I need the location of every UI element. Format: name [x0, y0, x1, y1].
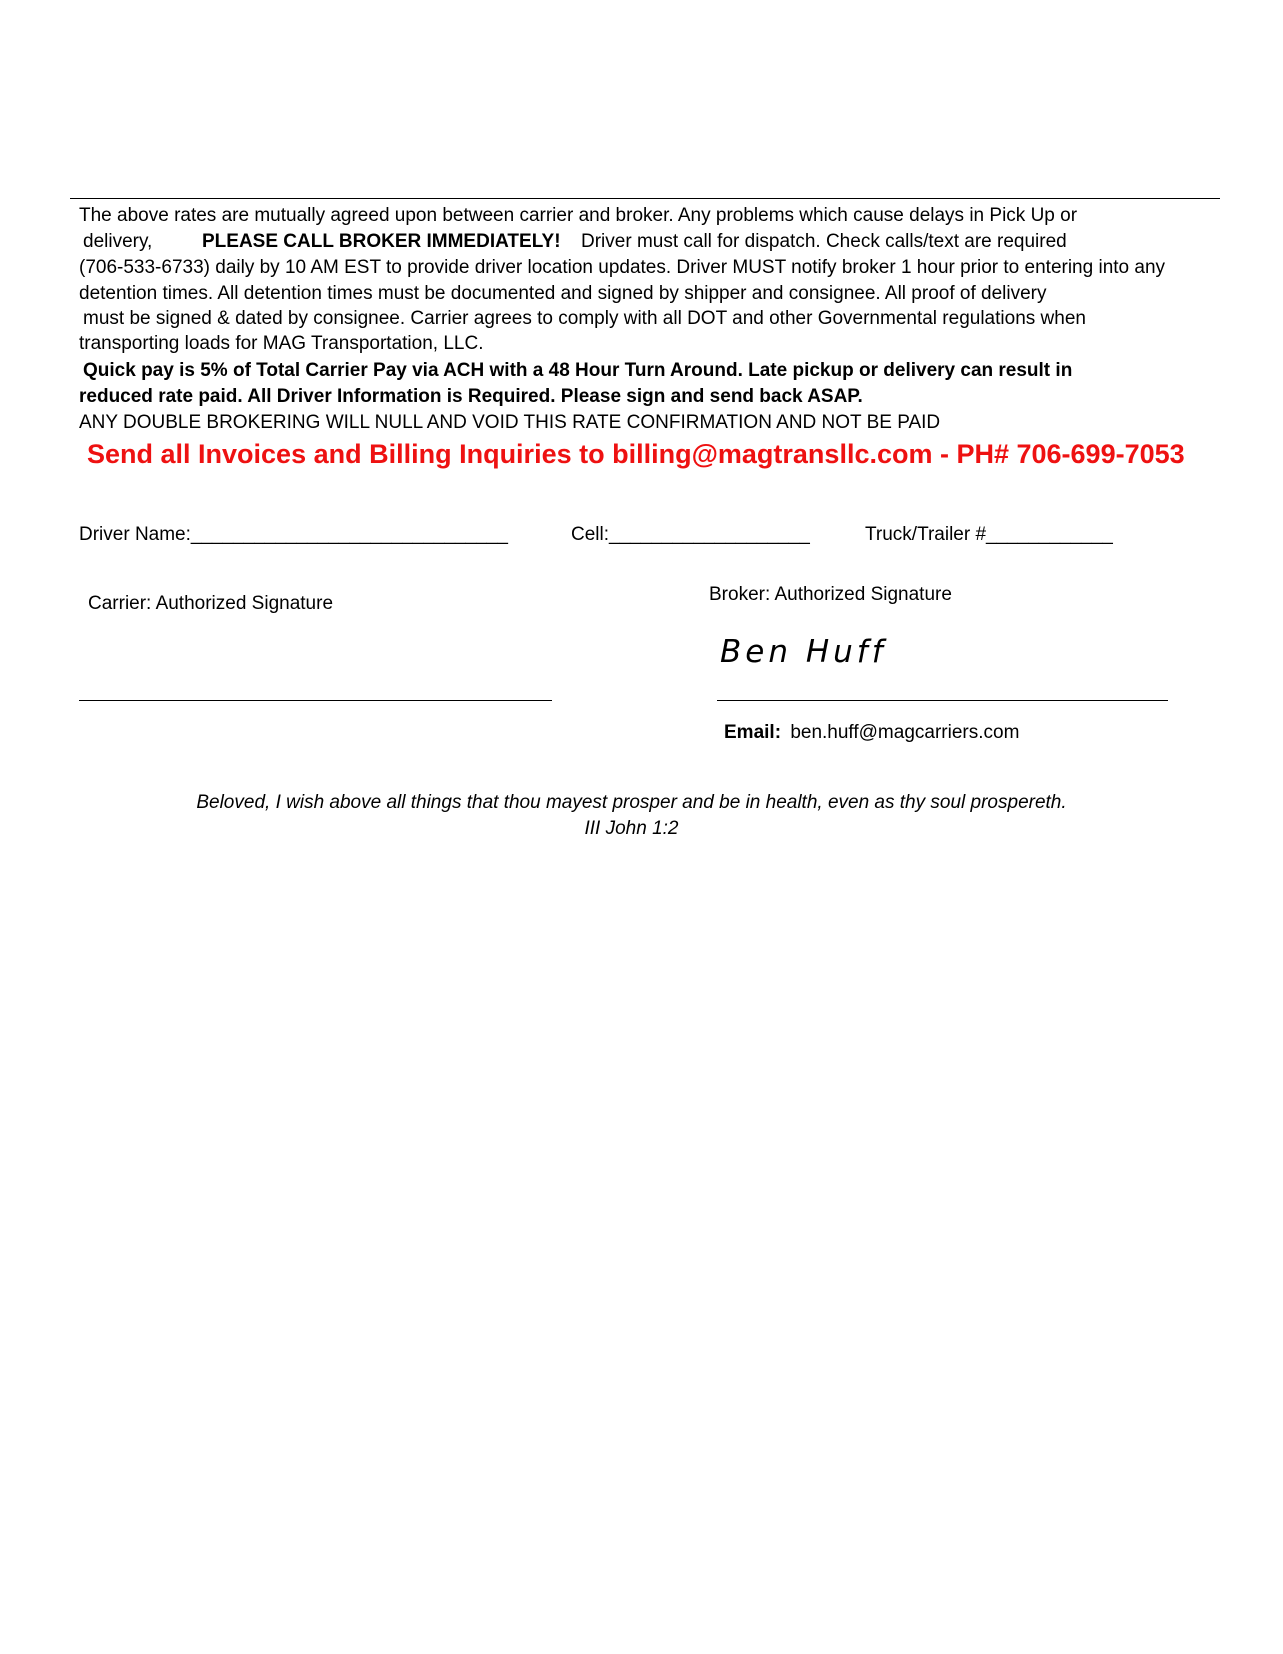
cell-field: Cell:___________________: [571, 524, 810, 545]
closing-verse: Beloved, I wish above all things that thou mayest prosper and be in health, even as thy soul prospereth.: [196, 792, 1067, 813]
top-divider: [70, 198, 1220, 199]
email-label: Email:: [724, 722, 782, 743]
verse-reference: III John 1:2: [584, 818, 679, 839]
email-value: ben.huff@magcarriers.com: [790, 722, 1020, 743]
terms-line-5: must be signed & dated by consignee. Carrier agrees to comply with all DOT and other Governmental regulations when: [83, 308, 1086, 329]
broker-email: [724, 722, 1019, 744]
call-broker-notice: PLEASE CALL BROKER IMMEDIATELY!: [202, 231, 561, 252]
terms-line-1: The above rates are mutually agreed upon between carrier and broker. Any problems which cause delays in Pick Up or: [79, 205, 1078, 226]
billing-notice: Send all Invoices and Billing Inquiries to billing@magtransllc.com - PH# 706-699-7053: [87, 439, 1185, 469]
terms-line-2-start: delivery,: [83, 231, 153, 252]
carrier-signature-line: [79, 700, 552, 701]
terms-line-3: (706-533-6733) daily by 10 AM EST to provide driver location updates. Driver MUST notify broker 1 hour prior to entering into any: [79, 257, 1166, 278]
broker-signature-label: Broker: Authorized Signature: [709, 584, 952, 605]
quickpay-line-2: reduced rate paid. All Driver Information is Required. Please sign and send back ASAP.: [79, 386, 863, 407]
double-brokering-notice: ANY DOUBLE BROKERING WILL NULL AND VOID THIS RATE CONFIRMATION AND NOT BE PAID: [79, 412, 941, 433]
broker-signature-line: [717, 700, 1168, 701]
truck-trailer-field: Truck/Trailer #____________: [865, 524, 1113, 545]
broker-signature: Ben Huff: [720, 634, 887, 670]
terms-line-2-end: Driver must call for dispatch. Check calls/text are required: [581, 231, 1067, 252]
terms-line-6: transporting loads for MAG Transportation, LLC.: [79, 333, 484, 354]
quickpay-line-1: Quick pay is 5% of Total Carrier Pay via ACH with a 48 Hour Turn Around. Late pickup or delivery can result in: [83, 360, 1073, 381]
carrier-signature-label: Carrier: Authorized Signature: [88, 593, 334, 614]
terms-line-2: [79, 229, 1067, 255]
driver-name-field: Driver Name:______________________________: [79, 524, 508, 545]
terms-line-4: detention times. All detention times must be documented and signed by shipper and consignee. All proof of delivery: [79, 283, 1047, 304]
